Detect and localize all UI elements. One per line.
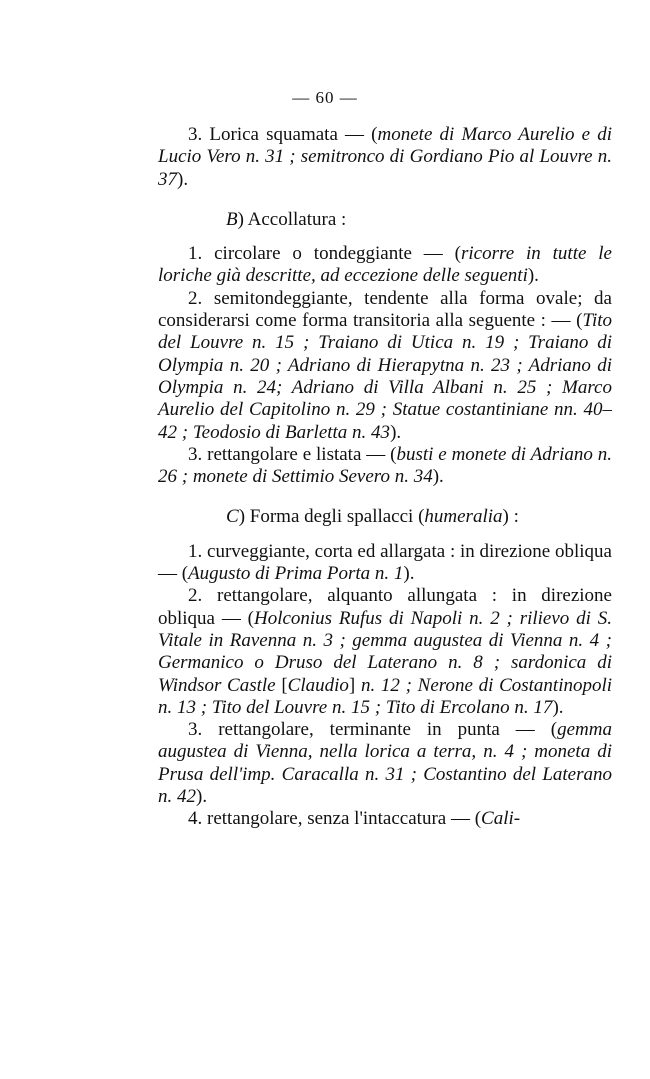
item-lorica-squamata [158, 124, 612, 191]
italic-reference: monete di Marco Aurelio e di Lucio Vero n. 31 ; semitronco di Gordiano Pio al Louvre n. 37 [158, 124, 613, 190]
text-span: 3. rettangolare, terminante in punta — ( [188, 719, 558, 741]
section-letter: B [226, 208, 238, 230]
text-span: ). [432, 466, 444, 488]
italic-reference: Claudio [287, 674, 349, 696]
italic-reference: Cali- [481, 808, 521, 830]
text-span: ). [177, 168, 189, 190]
italic-reference: n. 12 ; Nerone di Costantinopoli n. 13 ; Tito del Louvre n. 15 ; Tito di Ercolano n. 17 [158, 674, 613, 718]
section-gap [158, 231, 612, 243]
section-gap [158, 529, 612, 541]
section-heading-spallacci [158, 506, 612, 528]
text-span: 3. Lorica squamata — ( [188, 124, 378, 145]
text-span: ). [390, 421, 402, 443]
item-circolare [158, 243, 612, 288]
section-letter: C [226, 506, 239, 528]
section-title-end: ) : [502, 506, 519, 528]
text-span: ] [348, 674, 361, 696]
section-gap [158, 191, 612, 209]
page-number: — 60 — [292, 88, 358, 107]
text-span: ). [527, 265, 539, 287]
italic-reference: Holconius Rufus di Napoli n. 2 ; rilievo di S. Vitale in Ravenna n. 3 ; gemma augustea di Vienna n. 4 ; Germanico o Druso del Laterano n. 8 ; sardonica di Windsor Castle [158, 607, 612, 696]
section-title: ) Forma degli spallacci ( [238, 506, 425, 528]
italic-reference: ricorre in tutte le loriche già descritte, ad eccezione delle seguenti [158, 243, 612, 287]
text-span: 2. semitondeggiante, tendente alla forma ovale; da considerarsi come forma transitoria alla seguente : — ( [158, 287, 612, 332]
item-rettangolare-listata [158, 444, 612, 489]
item-semitondeggiante [158, 288, 612, 444]
section-gap [158, 488, 612, 506]
text-span: 4. rettangolare, senza l'intaccatura — ( [188, 808, 482, 830]
italic-reference: Augusto di Prima Porta n. 1 [188, 563, 404, 585]
text-span: 3. rettangolare e listata — ( [188, 443, 397, 465]
text-span: 1. circolare o tondeggiante — ( [188, 243, 461, 265]
text-span: [ [275, 674, 288, 696]
section-term: humeralia [424, 506, 503, 528]
item-rettangolare-punta [158, 719, 612, 808]
item-rettangolare-allungata [158, 585, 612, 719]
item-curveggiante [158, 541, 612, 586]
text-span: ). [196, 786, 208, 808]
item-rettangolare-senza-intaccatura [158, 808, 612, 830]
section-heading-accollatura [158, 209, 612, 231]
text-span: 1. curveggiante, corta ed allargata : in direzione obliqua — ( [158, 540, 612, 585]
italic-reference: gemma augustea di Vienna, nella lorica a terra, n. 4 ; moneta di Prusa dell'imp. Caracalla n. 31 ; Costantino del Laterano n. 42 [158, 719, 612, 808]
italic-reference: busti e monete di Adriano n. 26 ; monete di Settimio Severo n. 34 [158, 443, 613, 488]
text-span: ). [552, 696, 564, 718]
body-text [158, 124, 612, 831]
italic-reference: Tito del Louvre n. 15 ; Traiano di Utica n. 19 ; Traiano di Olympia n. 20 ; Adriano di Hierapytna n. 23 ; Adriano di Olympia n. 24; Adriano di Villa Albani n. 25 ; Marco Aurelio del Capitolino n. 29 ; Statue costantiniane nn. 40–42 ; Teodosio di Barletta n. 43 [158, 310, 612, 443]
text-span: 2. rettangolare, alquanto allungata : in direzione obliqua — ( [158, 585, 612, 629]
section-title: ) Accollatura : [237, 208, 347, 230]
text-span: ). [403, 563, 415, 585]
